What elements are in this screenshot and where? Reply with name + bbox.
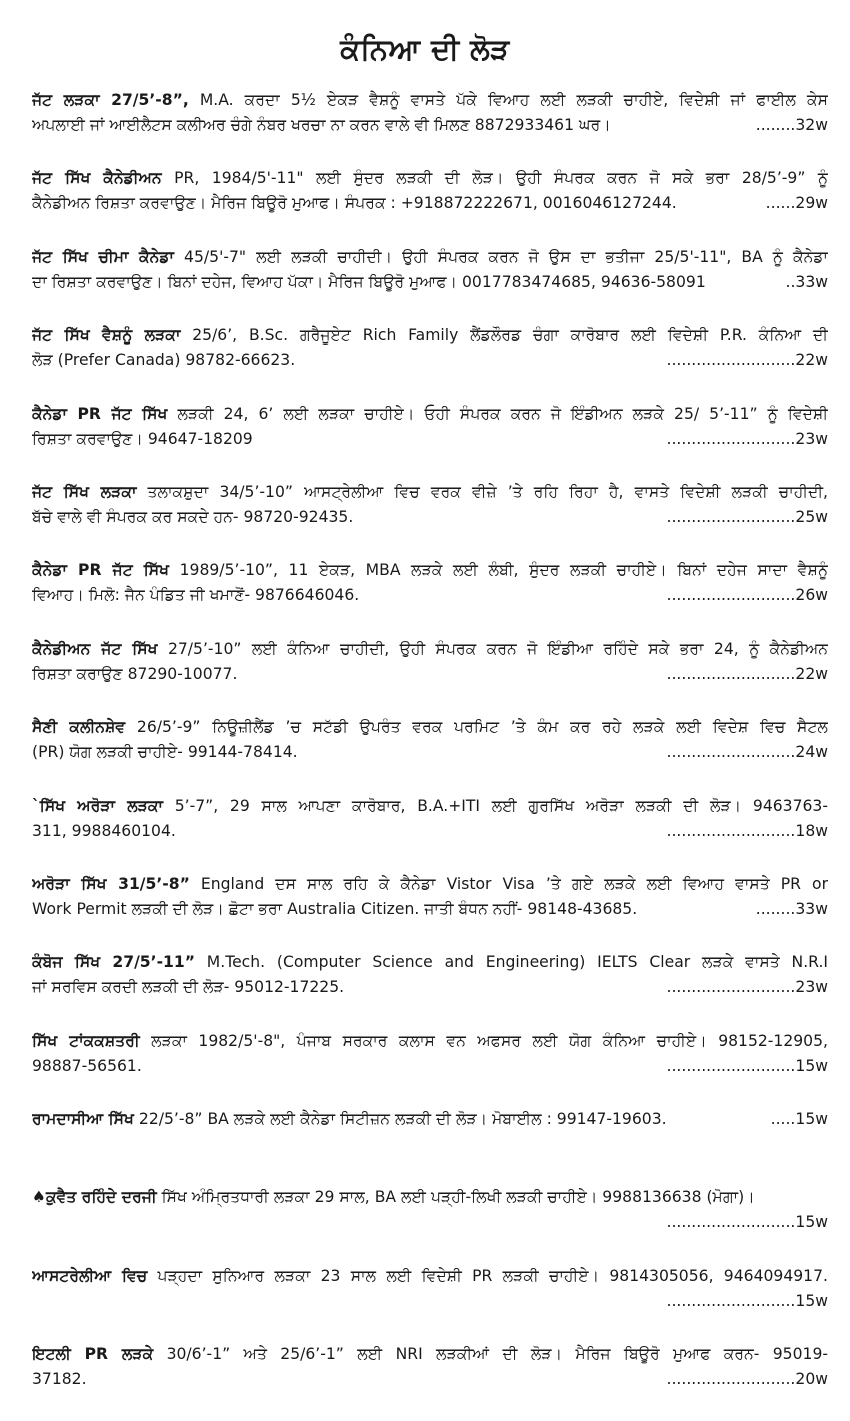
ad-text: ਵਿਆਹ। ਮਿਲੋ: ਜੈਨ ਪੰਡਿਤ ਜੀ ਖਮਾਣੋਂ- 9876646046. (32, 586, 360, 605)
ad-text: ਸਿੱਖ ਅੰਮ੍ਰਿਤਧਾਰੀ ਲੜਕਾ 29 ਸਾਲ, BA ਲਈ ਪੜ੍ਹੀ-ਲਿਖੀ ਲੜਕੀ ਚਾਹੀਏ। 9988136638 (ਮੋਗਾ)। (156, 1188, 755, 1207)
ad-line-2 (32, 1367, 828, 1392)
classified-ad (32, 950, 828, 1028)
ad-line-1 (32, 558, 828, 583)
ad-text: ਕੈਨੇਡੀਅਨ ਰਿਸ਼ਤਾ ਕਰਵਾਉਣ। ਮੈਰਿਜ ਬਿਊਰੋ ਮੁਆਫ। ਸੰਪਰਕ : +918872222671, 0016046127244. (32, 194, 677, 213)
ad-code: ........32w (755, 116, 828, 134)
ad-line-1 (32, 323, 828, 348)
ad-text: ਰਿਸ਼ਤਾ ਕਰਵਾਉਣ। 94647-18209 (32, 429, 253, 448)
ad-code: ..........................15w (666, 1056, 828, 1075)
ad-line-2 (32, 819, 828, 844)
ad-heading: `ਸਿੱਖ ਅਰੋੜਾ ਲੜਕਾ (32, 796, 164, 815)
ad-code: ........33w (755, 899, 828, 918)
ad-line-1 (32, 1185, 828, 1210)
ad-heading: ਰਾਮਦਾਸੀਆ ਸਿੱਖ (32, 1110, 134, 1129)
ad-text: ਅਪਲਾਈ ਜਾਂ ਆਈਲੈਟਸ ਕਲੀਅਰ ਚੰਗੇ ਨੰਬਰ ਖਰਚਾ ਨਾ ਕਰਨ ਵਾਲੇ ਵੀ ਮਿਲਣ 8872933461 ਘਰ। (32, 116, 611, 134)
ad-line-2 (32, 505, 828, 530)
classified-list (32, 88, 828, 1421)
ad-heading: ਇਟਲੀ PR ਲੜਕੇ (32, 1345, 154, 1364)
ad-code: ..........................25w (666, 507, 828, 526)
ad-text: 5’-7”, 29 ਸਾਲ ਆਪਣਾ ਕਾਰੋਬਾਰ, B.A.+ITI ਲਈ ਗੁਰਸਿੱਖ ਅਰੋੜਾ ਲੜਕੀ ਦੀ ਲੋੜ। 9463763- (163, 796, 828, 815)
ad-text: ਜਾਂ ਸਰਵਿਸ ਕਰਦੀ ਲੜਕੀ ਦੀ ਲੋੜ- 95012-17225. (32, 978, 345, 997)
ad-line-1 (32, 872, 828, 897)
ad-line-1 (32, 166, 828, 191)
ad-line-2 (32, 1054, 828, 1079)
ad-line-1 (32, 402, 828, 427)
ad-text: (PR) ਯੋਗ ਲੜਕੀ ਚਾਹੀਏ- 99144-78414. (32, 743, 298, 762)
ad-text: 22/5’-8” BA ਲੜਕੇ ਲਈ ਕੈਨੇਡਾ ਸਿਟੀਜ਼ਨ ਲੜਕੀ ਦੀ ਲੋੜ। ਮੋਬਾਈਲ : 99147-19603. (133, 1110, 667, 1129)
ad-text: 45/5'-7" ਲਈ ਲੜਕੀ ਚਾਹੀਦੀ। ਉਹੀ ਸੰਪਰਕ ਕਰਨ ਜੋ ਉਸ ਦਾ ਭਤੀਜਾ 25/5'-11", BA ਨੂੰ ਕੈਨੇਡਾ (173, 247, 828, 266)
ad-text: England ਦਸ ਸਾਲ ਰਹਿ ਕੇ ਕੈਨੇਡਾ Vistor Visa ’ਤੇ ਗਏ ਲੜਕੇ ਲਈ ਵਿਆਹ ਵਾਸਤੇ PR or (189, 874, 828, 893)
ad-heading: ਸੈਣੀ ਕਲੀਨਸ਼ੇਵ (32, 718, 126, 737)
ad-line-1 (32, 1107, 828, 1132)
ad-text: 25/6’, B.Sc. ਗਰੈਜੂਏਟ Rich Family ਲੈਂਡਲੌਰਡ ਚੰਗਾ ਕਾਰੋਬਾਰ ਲਈ ਵਿਦੇਸ਼ੀ P.R. ਕੰਨਿਆ ਦੀ (180, 326, 828, 345)
classified-ad (32, 166, 828, 244)
ad-line-2 (32, 975, 828, 1000)
classified-ad (32, 637, 828, 715)
ad-heading: ਸਿੱਖ ਟਾਂਕਕਸ਼ਤਰੀ (32, 1031, 140, 1050)
ad-code: ..........................15w (666, 1291, 828, 1310)
ad-text: ਤਲਾਕਸ਼ੁਦਾ 34/5’-10” ਆਸਟ੍ਰੇਲੀਆ ਵਿਚ ਵਰਕ ਵੀਜ਼ੇ ’ਤੇ ਰਹਿ ਰਿਹਾ ਹੈ, ਵਾਸਤੇ ਵਿਦੇਸ਼ੀ ਲੜਕੀ ਚਾਹੀਦੀ, (136, 482, 828, 501)
classified-ad (32, 1029, 828, 1107)
ad-text: M.A. ਕਰਦਾ 5½ ਏਕੜ ਵੈਸ਼ਨੂੰ ਵਾਸਤੇ ਪੱਕੇ ਵਿਆਹ ਲਈ ਲੜਕੀ ਚਾਹੀਏ, ਵਿਦੇਸ਼ੀ ਜਾਂ ਫਾਈਲ ਕੇਸ (188, 91, 828, 109)
classified-ad (32, 794, 828, 872)
ad-line-2 (32, 583, 828, 608)
ad-text: ਲੋੜ (Prefer Canada) 98782-66623. (32, 351, 296, 370)
ad-heading: ਜੱਟ ਸਿੱਖ ਕੈਨੇਡੀਅਨ (32, 169, 162, 188)
classified-ad (32, 1185, 828, 1263)
ad-heading: ਆਸਟਰੇਲੀਆ ਵਿਚ (32, 1266, 148, 1285)
ad-heading: ਕੈਨੇਡਾ PR ਜੱਟ ਸਿੱਖ (32, 404, 168, 423)
ad-line-1 (32, 950, 828, 975)
classified-ad (32, 872, 828, 950)
classified-ad (32, 323, 828, 401)
ad-code: ..........................18w (666, 821, 828, 840)
ad-line-2 (32, 270, 828, 295)
ad-text: 27/5’-10” ਲਈ ਕੰਨਿਆ ਚਾਹੀਦੀ, ਉਹੀ ਸੰਪਰਕ ਕਰਨ ਜੋ ਇੰਡੀਆ ਰਹਿੰਦੇ ਸਕੇ ਭਰਾ 24, ਨੂੰ ਕੈਨੇਡੀਅਨ (157, 639, 828, 658)
classified-ad (32, 1107, 828, 1185)
ad-text: Work Permit ਲੜਕੀ ਦੀ ਲੋੜ। ਛੋਟਾ ਭਰਾ Australia Citizen. ਜਾਤੀ ਬੰਧਨ ਨਹੀਂ- 98148-43685. (32, 899, 638, 918)
page-title: ਕੰਨਿਆ ਦੀ ਲੋੜ (340, 32, 510, 66)
ad-code: ..........................20w (666, 1370, 828, 1389)
ad-text: 1989/5’-10”, 11 ਏਕੜ, MBA ਲੜਕੇ ਲਈ ਲੰਬੀ, ਸੁੰਦਰ ਲੜਕੀ ਚਾਹੀਏ। ਬਿਨਾਂ ਦਹੇਜ ਸਾਦਾ ਵੈਸ਼ਨੂੰ (169, 561, 828, 580)
ad-line-2 (32, 1210, 828, 1235)
ad-heading: ਜੱਟ ਸਿੱਖ ਚੀਮਾ ਕੈਨੇਡਾ (32, 247, 174, 266)
ad-line-2 (32, 427, 828, 452)
classified-ad (32, 480, 828, 558)
ad-text: 311, 9988460104. (32, 821, 176, 840)
ad-code: ..........................22w (666, 351, 828, 370)
ad-text: 37182. (32, 1370, 87, 1389)
classified-ad (32, 1264, 828, 1342)
ad-heading: ਕੰਬੋਜ ਸਿੱਖ 27/5’-11” (32, 953, 195, 972)
ad-code: .....15w (770, 1110, 828, 1129)
classified-ad (32, 245, 828, 323)
ad-code: ......29w (765, 194, 828, 213)
ad-text: 30/6’-1” ਅਤੇ 25/6’-1” ਲਈ NRI ਲੜਕੀਆਂ ਦੀ ਲੋੜ। ਮੈਰਿਜ ਬਿਊਰੋ ਮੁਆਫ ਕਰਨ- 95019- (153, 1345, 828, 1364)
ad-text: ਪੜ੍ਹਦਾ ਸੁਨਿਆਰ ਲੜਕਾ 23 ਸਾਲ ਲਈ ਵਿਦੇਸ਼ੀ PR ਲੜਕੀ ਚਾਹੀਏ। 9814305056, 9464094917. (147, 1266, 828, 1285)
ad-line-1 (32, 637, 828, 662)
ad-text: ਦਾ ਰਿਸ਼ਤਾ ਕਰਵਾਉਣ। ਬਿਨਾਂ ਦਹੇਜ, ਵਿਆਹ ਪੱਕਾ। ਮੈਰਿਜ ਬਿਊਰੋ ਮੁਆਫ। 0017783474685, 94636-58091 (32, 272, 706, 291)
ad-line-2 (32, 191, 828, 216)
ad-text: ਲੜਕਾ 1982/5'-8", ਪੰਜਾਬ ਸਰਕਾਰ ਕਲਾਸ ਵਨ ਅਫਸਰ ਲਈ ਯੋਗ ਕੰਨਿਆ ਚਾਹੀਏ। 98152-12905, (139, 1031, 828, 1050)
ad-line-2 (32, 740, 828, 765)
ad-line-1 (32, 1264, 828, 1289)
ad-line-2 (32, 1289, 828, 1314)
ad-text: ਬੱਚੇ ਵਾਲੇ ਵੀ ਸੰਪਰਕ ਕਰ ਸਕਦੇ ਹਨ- 98720-92435. (32, 507, 354, 526)
ad-line-2 (32, 348, 828, 373)
ad-line-2 (32, 662, 828, 687)
ad-heading: ਜੱਟ ਸਿੱਖ ਲੜਕਾ (32, 482, 137, 501)
ad-heading: ਕੈਨੇਡੀਅਨ ਜੱਟ ਸਿੱਖ (32, 639, 158, 658)
ad-heading: ਕੈਨੇਡਾ PR ਜੱਟ ਸਿੱਖ (32, 561, 170, 580)
ad-line-2 (32, 113, 828, 138)
ad-line-1 (32, 1342, 828, 1367)
ad-code: ..........................23w (666, 429, 828, 448)
ad-text: ਰਿਸ਼ਤਾ ਕਰਾਉਣ 87290-10077. (32, 664, 238, 683)
ad-line-1 (32, 794, 828, 819)
ad-line-1 (32, 480, 828, 505)
ad-text: 98887-56561. (32, 1056, 142, 1075)
ad-text: 26/5’-9” ਨਿਊਜ਼ੀਲੈਂਡ ’ਚ ਸਟੱਡੀ ਉਪਰੰਤ ਵਰਕ ਪਰਮਿਟ ’ਤੇ ਕੰਮ ਕਰ ਰਹੇ ਲੜਕੇ ਲਈ ਵਿਦੇਸ਼ ਵਿਚ ਸੈਟਲ (125, 718, 828, 737)
ad-code: ..........................24w (666, 743, 828, 762)
ad-heading: ♠ਕੁਵੈਤ ਰਹਿੰਦੇ ਦਰਜੀ (32, 1188, 157, 1207)
ad-line-1 (32, 88, 828, 113)
ad-heading: ਅਰੋੜਾ ਸਿੱਖ 31/5’-8” (32, 874, 190, 893)
ad-code: ..........................22w (666, 664, 828, 683)
ad-code: ..........................15w (666, 1213, 828, 1232)
classified-ad (32, 715, 828, 793)
ad-code: ..33w (785, 272, 828, 291)
ad-line-1 (32, 245, 828, 270)
ad-line-1 (32, 715, 828, 740)
ad-heading: ਜੱਟ ਲੜਕਾ 27/5’-8”, (32, 91, 189, 109)
ad-line-1 (32, 1029, 828, 1054)
classified-ad (32, 402, 828, 480)
ad-code: ..........................26w (666, 586, 828, 605)
classified-ad (32, 558, 828, 636)
ad-text: M.Tech. (Computer Science and Engineering) IELTS Clear ਲੜਕੇ ਵਾਸਤੇ N.R.I (195, 953, 828, 972)
classified-ad (32, 1342, 828, 1420)
ad-text: PR, 1984/5'-11" ਲਈ ਸੁੰਦਰ ਲੜਕੀ ਦੀ ਲੋੜ। ਉਹੀ ਸੰਪਰਕ ਕਰਨ ਜੋ ਸਕੇ ਭਰਾ 28/5’-9” ਨੂੰ (161, 169, 828, 188)
ad-text: ਲੜਕੀ 24, 6’ ਲਈ ਲੜਕਾ ਚਾਹੀਏ। ਓਹੀ ਸੰਪਰਕ ਕਰਨ ਜੋ ਇੰਡੀਅਨ ਲੜਕੇ 25/ 5’-11” ਨੂੰ ਵਿਦੇਸ਼ੀ (167, 404, 828, 423)
ad-code: ..........................23w (666, 978, 828, 997)
ad-heading: ਜੱਟ ਸਿੱਖ ਵੈਸ਼ਨੂੰ ਲੜਕਾ (32, 326, 181, 345)
classified-ad (32, 88, 828, 166)
ad-line-2 (32, 897, 828, 922)
